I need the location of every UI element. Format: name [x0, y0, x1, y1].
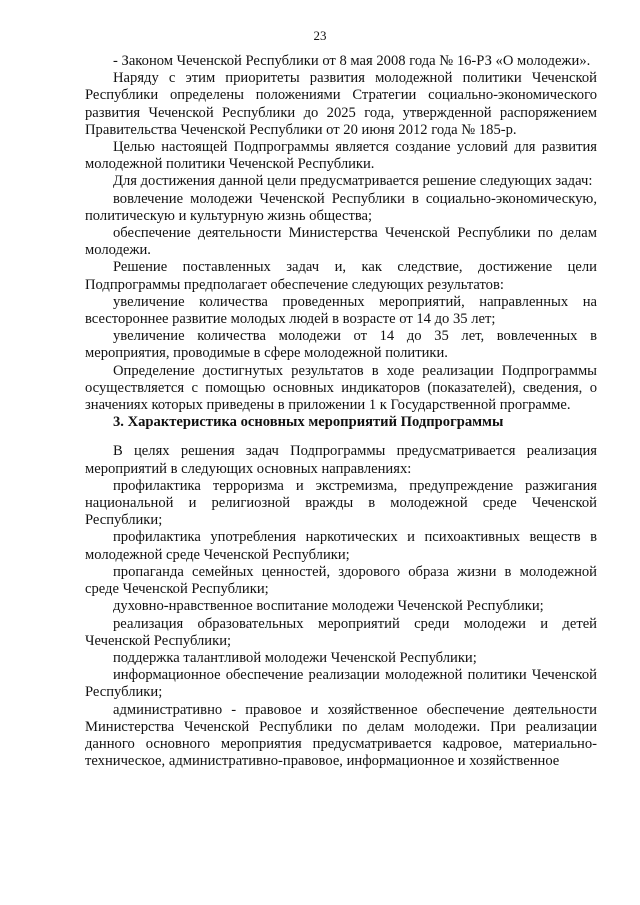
paragraph: Решение поставленных задач и, как следствие, достижение цели Подпрограммы предполагает обеспечение следующих результатов: [85, 259, 597, 293]
list-item: профилактика терроризма и экстремизма, предупреждение разжигания национальной и религиозной вражды в молодежной среде Чеченской Республики; [85, 477, 597, 529]
list-item: информационное обеспечение реализации молодежной политики Чеченской Республики; [85, 667, 597, 701]
paragraph: Целью настоящей Подпрограммы является создание условий для развития молодежной политики Чеченской Республики. [85, 139, 597, 173]
paragraph: В целях решения задач Подпрограммы предусматривается реализация мероприятий в следующих основных направлениях: [85, 443, 597, 477]
list-item: обеспечение деятельности Министерства Чеченской Республики по делам молодежи. [85, 225, 597, 259]
list-item: увеличение количества проведенных мероприятий, направленных на всестороннее развитие молодых людей в возрасте от 14 до 35 лет; [85, 293, 597, 328]
list-item: административно - правовое и хозяйственное обеспечение деятельности Министерства Чеченской Республики по делам молодежи. При реализации данного основного мероприятия предусматривается кадровое, материально-техническое, административно-правовое, информационное и хозяйственное [85, 701, 597, 770]
list-item: реализация образовательных мероприятий среди молодежи и детей Чеченской Республики; [85, 615, 597, 649]
document-body [85, 53, 597, 770]
page-number: 23 [313, 28, 327, 43]
paragraph: - Законом Чеченской Республики от 8 мая 2008 года № 16-РЗ «О молодежи». [113, 53, 591, 69]
paragraph: Наряду с этим приоритеты развития молодежной политики Чеченской Республики определены положениями Стратегии социально-экономического развития Чеченской Республики до 2025 года, утвержденной распоряжением Правительства Чеченской Республики от 20 июня 2012 года № 185-р. [85, 70, 597, 138]
list-item: профилактика употребления наркотических и психоактивных веществ в молодежной среде Чеченской Республики; [85, 529, 597, 563]
list-item: вовлечение молодежи Чеченской Республики в социально-экономическую, политическую и культурную жизнь общества; [85, 190, 597, 224]
paragraph: Определение достигнутых результатов в ходе реализации Подпрограммы осуществляется с помощью основных индикаторов (показателей), сведения, о значениях которых приведены в приложении 1 к Государственной программе. [85, 362, 597, 414]
list-item: поддержка талантливой молодежи Чеченской Республики; [113, 649, 477, 666]
list-item: увеличение количества молодежи от 14 до 35 лет, вовлеченных в мероприятия, проводимые в сфере молодежной политики. [85, 328, 597, 362]
section-heading: 3. Характеристика основных мероприятий Подпрограммы [113, 414, 504, 431]
paragraph: Для достижения данной цели предусматривается решение следующих задач: [113, 173, 593, 190]
list-item: пропаганда семейных ценностей, здорового образа жизни в молодежной среде Чеченской Республики; [85, 563, 597, 598]
list-item: духовно-нравственное воспитание молодежи Чеченской Республики; [113, 598, 544, 615]
